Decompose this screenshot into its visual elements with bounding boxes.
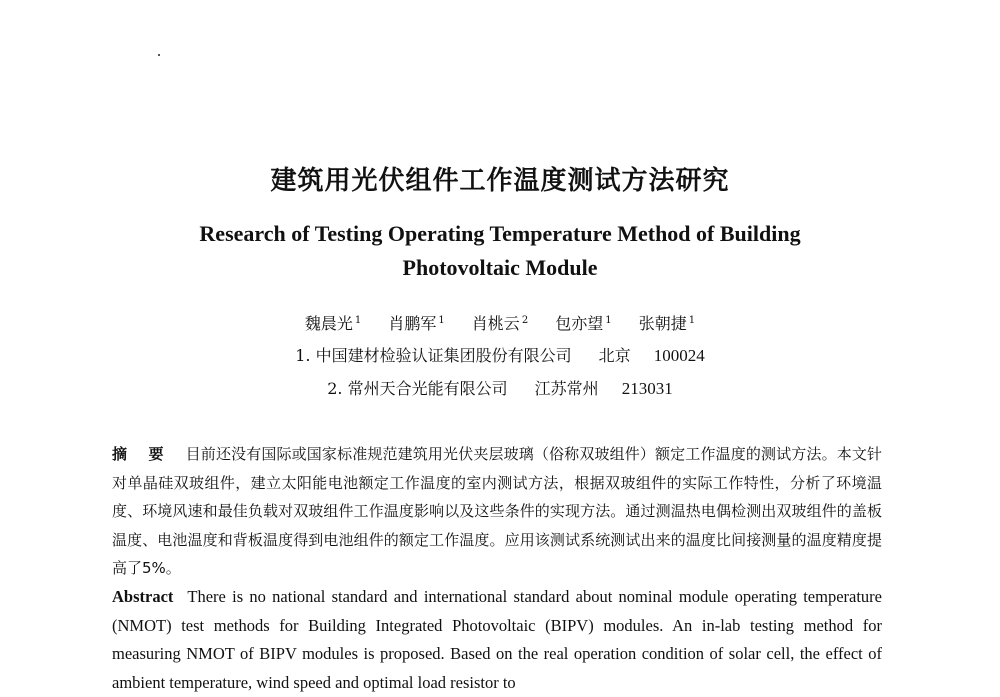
title-english-line-2: Photovoltaic Module: [402, 255, 598, 280]
affiliation-postcode: 100024: [653, 346, 705, 365]
affiliation-2: [0, 376, 1000, 399]
affiliation-name: 2. 常州天合光能有限公司: [327, 379, 508, 398]
author-affiliation-mark: 1: [605, 314, 612, 326]
author-name: 肖桃云: [471, 314, 520, 333]
author-name: 包亦望: [555, 314, 604, 333]
affiliation-city: 江苏常州: [534, 379, 599, 398]
author-affiliation-mark: 1: [438, 314, 445, 326]
title-english-line-1: Research of Testing Operating Temperature Method of Building: [199, 221, 801, 246]
author: [639, 311, 695, 334]
affiliation-postcode: 213031: [621, 379, 673, 398]
author-affiliation-mark: 2: [521, 314, 529, 326]
abstract-english-text: There is no national standard and international standard about nominal module operating temperature (NMOT) test methods for Building Integrated Photovoltaic (BIPV) modules. An in-lab testing method for measuring NMOT of BIPV modules is proposed. Based on the real operation condition of solar cell, the effect of ambient temperature, wind speed and optimal load resistor to: [112, 587, 882, 692]
author-name: 张朝捷: [638, 314, 687, 333]
author: [472, 311, 528, 334]
abstract-chinese-label: 摘 要: [112, 445, 172, 463]
author-affiliation-mark: 1: [354, 314, 362, 326]
affiliation-1: [0, 343, 1000, 366]
author: [388, 311, 444, 334]
author: [555, 311, 611, 334]
abstract-chinese: [112, 440, 882, 583]
title-english: [0, 217, 1000, 285]
affiliation-city: 北京: [598, 346, 631, 365]
author-name: 魏晨光: [304, 314, 353, 333]
author: [305, 311, 361, 334]
abstract-chinese-text: 目前还没有国际或国家标准规范建筑用光伏夹层玻璃（俗称双玻组件）额定工作温度的测试方法。本文针对单晶硅双玻组件，建立太阳能电池额定工作温度的室内测试方法，根据双玻组件的实际工作特性，分析了环境温度、环境风速和最佳负载对双玻组件工作温度影响以及这些条件的实现方法。通过测温热电偶检测出双玻组件的盖板温度、电池温度和背板温度得到电池组件的额定工作温度。应用该测试系统测试出来的温度比间接测量的温度精度提高了5%。: [112, 445, 882, 577]
scan-speck: [158, 54, 160, 56]
title-chinese: 建筑用光伏组件工作温度测试方法研究: [270, 166, 730, 196]
abstract-english: [112, 583, 882, 697]
abstract-english-label: Abstract: [112, 587, 174, 606]
author-name: 肖鹏军: [388, 314, 437, 333]
author-list: [0, 311, 1000, 334]
affiliation-name: 1. 中国建材检验认证集团股份有限公司: [295, 346, 572, 365]
author-affiliation-mark: 1: [688, 314, 696, 326]
